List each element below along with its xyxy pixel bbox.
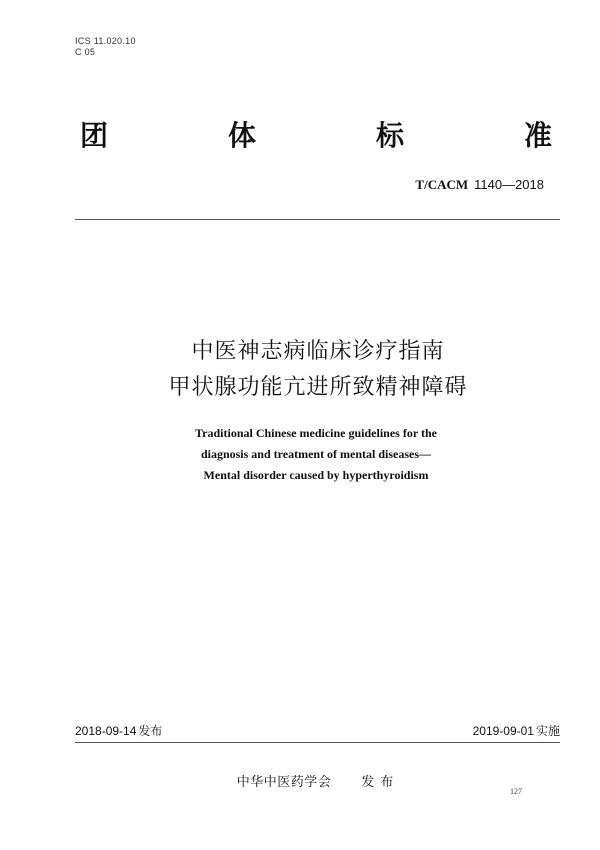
standard-type-char: 团 [80, 119, 109, 152]
standard-number-prefix: T/CACM [415, 177, 469, 192]
chinese-title [0, 334, 600, 406]
implementation-date-label: 实施 [535, 724, 560, 738]
english-title-line: diagnosis and treatment of mental diseases— [200, 447, 432, 461]
implementation-date [473, 722, 560, 739]
standard-type-heading [80, 116, 552, 156]
chinese-title-line: 甲状腺功能亢进所致精神障碍 [168, 375, 468, 400]
english-title [0, 423, 600, 486]
publisher-action: 发布 [361, 775, 400, 790]
page-number: 127 [510, 787, 522, 796]
standard-type-char: 体 [227, 119, 256, 152]
standard-type-char: 标 [375, 119, 404, 152]
ics-code: ICS 11.020.10 [75, 36, 136, 46]
publisher-name: 中华中医药学会 [236, 775, 332, 790]
standard-type-char: 准 [523, 119, 552, 152]
ccs-code: C 05 [75, 47, 96, 57]
issue-date-value: 2018-09-14 [75, 724, 137, 738]
english-title-line: Traditional Chinese medicine guidelines for the [195, 426, 437, 440]
issue-date [75, 722, 162, 739]
standard-number [415, 177, 544, 193]
implementation-date-value: 2019-09-01 [472, 724, 534, 738]
bottom-divider [75, 742, 560, 743]
standard-number-value: 1140—2018 [474, 177, 544, 192]
top-divider [75, 219, 560, 220]
issue-date-label: 发布 [138, 724, 163, 738]
chinese-title-line: 中医神志病临床诊疗指南 [191, 339, 445, 364]
english-title-line: Mental disorder caused by hyperthyroidism [203, 468, 429, 482]
